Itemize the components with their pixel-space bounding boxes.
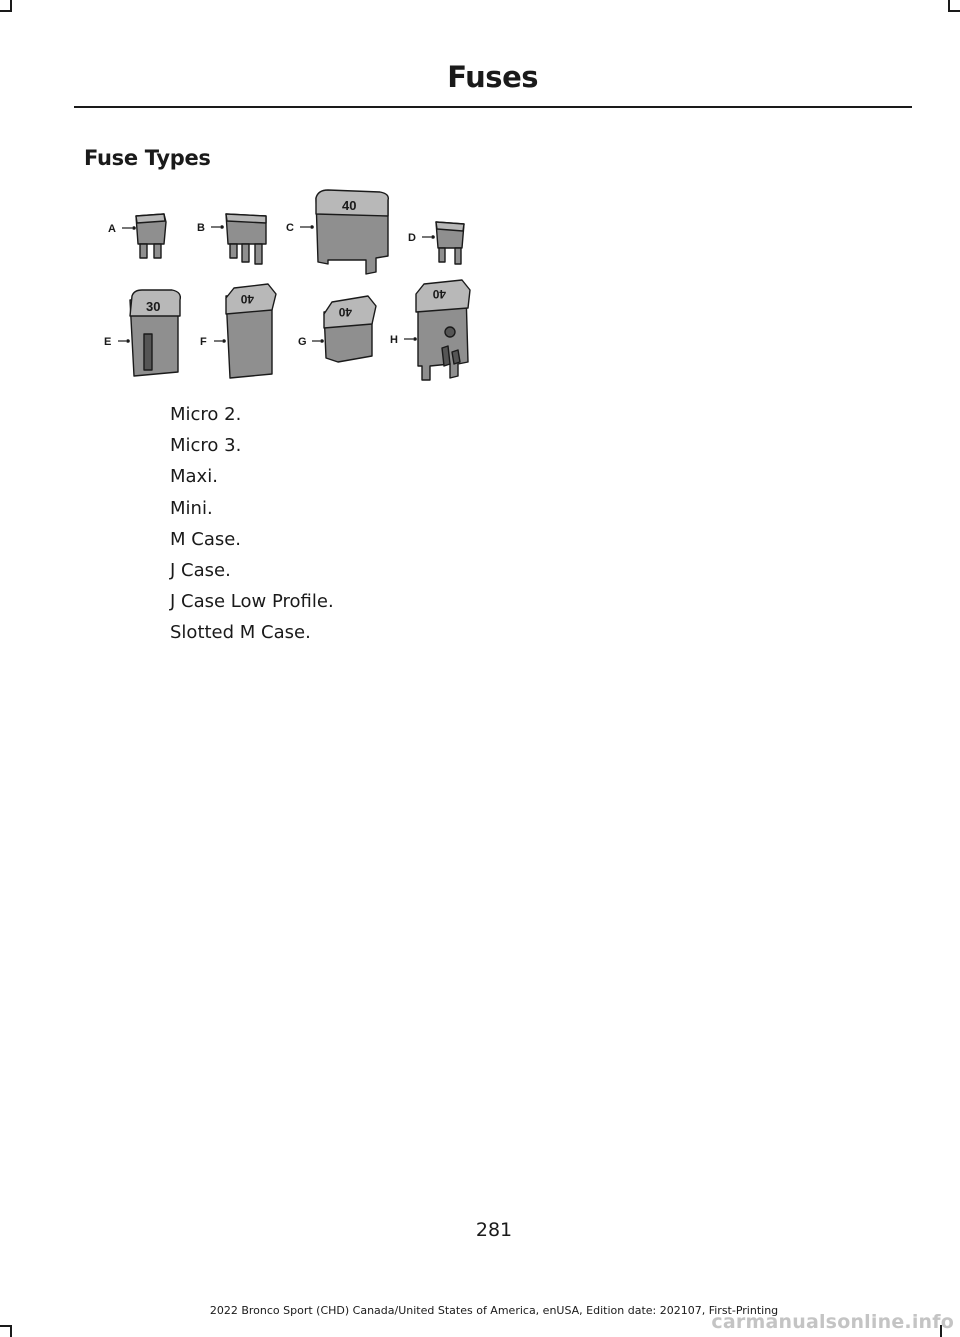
micro2-fuse-icon	[136, 214, 166, 258]
fuse-c-marking: 40	[342, 198, 357, 213]
figure-label-c: C	[286, 222, 294, 234]
crop-mark-top-left-h	[0, 10, 12, 12]
page-number: 281	[475, 1219, 513, 1241]
figure-label-d: D	[408, 232, 416, 244]
crop-mark-bottom-left-h	[0, 1325, 12, 1327]
legend-row	[0, 431, 600, 462]
legend-row	[0, 618, 600, 649]
watermark: carmanualsonline.info	[711, 1311, 954, 1333]
legend-row	[0, 462, 600, 493]
legend-text: J Case.	[170, 559, 231, 581]
page-header-title: Fuses	[447, 60, 538, 94]
legend-text: Mini.	[170, 497, 213, 519]
legend-text: Micro 2.	[170, 404, 242, 425]
legend-text: J Case Low Profile.	[170, 591, 334, 613]
micro3-fuse-icon	[226, 214, 266, 264]
mini-fuse-icon	[436, 222, 464, 264]
fuse-e-marking: 30	[146, 299, 161, 314]
crop-mark-top-right-h	[948, 10, 960, 12]
section-title: Fuse Types	[84, 146, 211, 170]
edition-footer: 2022 Bronco Sport (CHD) Canada/United States of America, enUSA, Edition date: 202107, First-Printing	[209, 1304, 779, 1317]
fuse-types-illustration	[96, 186, 480, 386]
figure-label-h: H	[390, 334, 398, 346]
figure-label-a: A	[108, 223, 116, 235]
figure-label-g: G	[298, 336, 307, 348]
legend-text: Slotted M Case.	[170, 622, 311, 644]
legend-text: Maxi.	[170, 466, 218, 488]
legend-row	[0, 494, 600, 525]
legend-row	[0, 400, 600, 431]
fuse-type-legend	[0, 400, 600, 650]
legend-row	[0, 587, 600, 618]
fuse-f-marking: 40	[240, 292, 254, 306]
legend-text: M Case.	[170, 528, 242, 550]
fuse-g-marking: 40	[338, 305, 352, 319]
legend-row	[0, 556, 600, 587]
figure-label-f: F	[200, 336, 207, 348]
fuse-h-marking: 40	[432, 287, 446, 301]
legend-text: Micro 3.	[170, 435, 242, 457]
figure-label-b: B	[197, 222, 205, 234]
legend-row	[0, 525, 600, 556]
figure-label-e: E	[104, 336, 112, 348]
header-rule	[74, 106, 912, 108]
